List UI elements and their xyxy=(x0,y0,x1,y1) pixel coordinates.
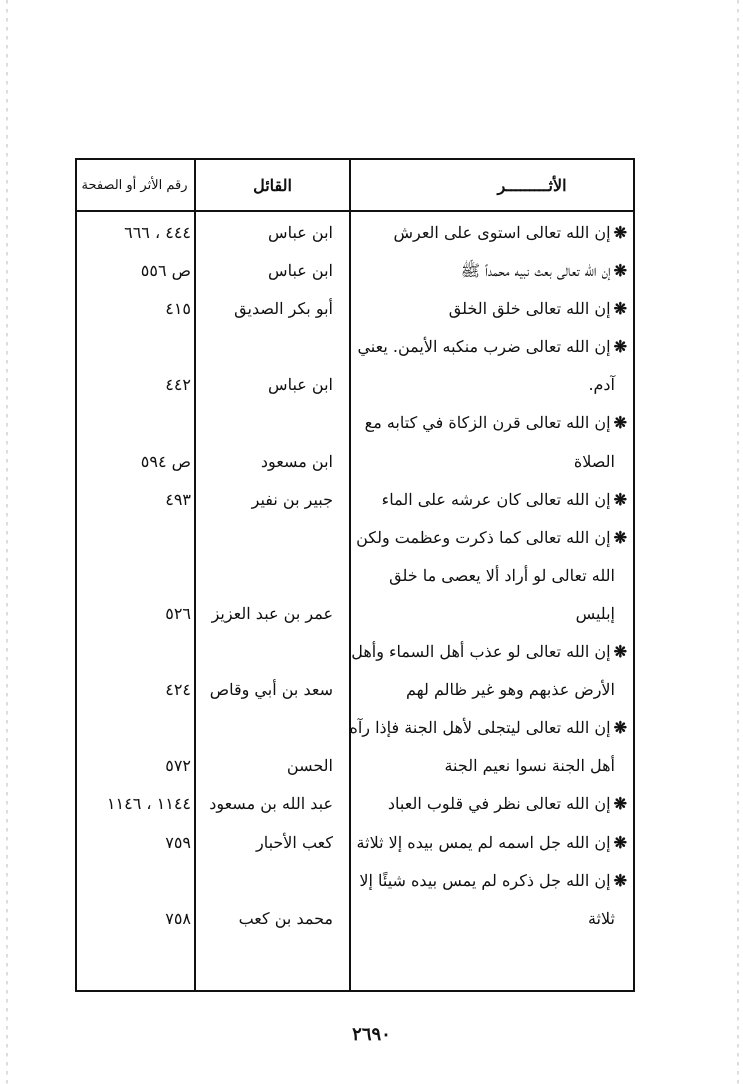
star-icon: ❋ xyxy=(613,261,627,281)
athar-text: إن الله تعالى قرن الزكاة في كتابه مع xyxy=(364,413,611,433)
ref-cell: ٥٧٢ xyxy=(165,756,191,776)
athar-cell xyxy=(351,633,627,671)
athar-text: الله تعالى لو أراد ألا يعصى ما خلق xyxy=(389,565,615,585)
athar-cell xyxy=(343,557,615,595)
table-row xyxy=(77,481,633,519)
athar-text: إن الله تعالى ليتجلى لأهل الجنة فإذا رآه xyxy=(349,718,611,738)
star-icon: ❋ xyxy=(613,527,627,547)
athar-text: إن الله تعالى نظر في قلوب العباد xyxy=(387,794,611,814)
star-icon: ❋ xyxy=(613,642,627,662)
qail-cell: عبد الله بن مسعود xyxy=(209,794,333,814)
table-body xyxy=(77,214,633,938)
qail-cell: ابن مسعود xyxy=(260,451,333,471)
qail-cell: الحسن xyxy=(286,756,333,776)
qail-cell: سعد بن أبي وقاص xyxy=(209,680,333,700)
header-athar: الأثـــــــــر xyxy=(497,175,567,195)
star-icon: ❋ xyxy=(613,299,627,319)
athar-text: إبليس xyxy=(575,603,615,623)
ref-cell: ٧٥٨ xyxy=(165,908,191,928)
scan-edge-right xyxy=(737,0,739,1084)
athar-cell xyxy=(355,785,627,823)
athar-cell xyxy=(343,747,615,785)
athar-text: إن الله تعالى بعث نبيه محمداً ﷺ xyxy=(460,261,611,281)
athar-cell xyxy=(355,252,627,290)
table-header xyxy=(77,160,633,212)
ref-cell: ٤٢٤ xyxy=(165,680,191,700)
ref-cell: ١١٤٤ ، ١١٤٦ xyxy=(106,794,191,814)
athar-cell xyxy=(355,862,627,900)
athar-cell xyxy=(355,328,627,366)
star-icon: ❋ xyxy=(613,413,627,433)
table-row xyxy=(77,862,633,900)
athar-text: أهل الجنة نسوا نعيم الجنة xyxy=(444,756,615,776)
scan-edge-left xyxy=(6,0,8,1084)
table-row xyxy=(77,824,633,862)
athar-text: إن الله تعالى كان عرشه على الماء xyxy=(381,489,611,509)
star-icon: ❋ xyxy=(613,718,627,738)
ref-cell: ص ٥٩٤ xyxy=(140,451,191,471)
qail-cell: أبو بكر الصديق xyxy=(234,299,333,319)
athar-text: ثلاثة xyxy=(587,908,615,928)
table-row xyxy=(77,557,633,595)
athar-cell xyxy=(355,481,627,519)
athar-text: إن الله تعالى كما ذكرت وعظمت ولكن xyxy=(356,527,611,547)
index-table xyxy=(75,158,635,992)
table-row xyxy=(77,595,633,633)
qail-cell: جبير بن نفير xyxy=(251,489,333,509)
table-row xyxy=(77,404,633,442)
star-icon: ❋ xyxy=(613,223,627,242)
ref-cell: ٧٥٩ xyxy=(165,832,191,852)
ref-cell: ٤٩٣ xyxy=(165,489,191,509)
athar-cell xyxy=(355,214,627,252)
qail-cell: ابن عباس xyxy=(268,375,333,395)
table-row xyxy=(77,328,633,366)
athar-text: إن الله تعالى خلق الخلق xyxy=(448,299,611,319)
qail-cell: كعب الأحبار xyxy=(255,832,333,852)
qail-cell: ابن عباس xyxy=(268,223,333,242)
star-icon: ❋ xyxy=(613,870,627,890)
athar-cell xyxy=(343,900,615,938)
table-row xyxy=(77,709,633,747)
star-icon: ❋ xyxy=(613,794,627,814)
table-row xyxy=(77,519,633,557)
athar-cell xyxy=(343,443,615,481)
athar-cell xyxy=(355,824,627,862)
table-row xyxy=(77,214,633,252)
ref-cell: ص ٥٥٦ xyxy=(140,261,191,281)
table-row xyxy=(77,900,633,938)
ref-cell: ٤٤٢ xyxy=(165,375,191,395)
table-row xyxy=(77,252,633,290)
header-qail: القائل xyxy=(253,175,292,195)
ref-cell: ٤٤٤ ، ٦٦٦ xyxy=(124,223,191,242)
athar-text: إن الله جل ذكره لم يمس بيده شيئًا إلا xyxy=(359,870,611,890)
athar-cell xyxy=(343,671,615,709)
star-icon: ❋ xyxy=(613,337,627,357)
athar-text: إن الله تعالى ضرب منكبه الأيمن. يعني xyxy=(357,337,611,357)
athar-text: إن الله جل اسمه لم يمس بيده إلا ثلاثة xyxy=(356,832,611,852)
ref-cell: ٥٢٦ xyxy=(165,603,191,623)
athar-cell xyxy=(355,519,627,557)
page-number: ٢٦٩٠ xyxy=(352,1024,391,1045)
athar-text: الأرض عذبهم وهو غير ظالم لهم xyxy=(406,680,615,700)
athar-text: الصلاة xyxy=(573,451,615,471)
qail-cell: عمر بن عبد العزيز xyxy=(211,603,333,623)
qail-cell: محمد بن كعب xyxy=(238,908,333,928)
athar-cell xyxy=(355,404,627,442)
table-row xyxy=(77,747,633,785)
table-row xyxy=(77,443,633,481)
table-row xyxy=(77,366,633,404)
athar-cell xyxy=(355,290,627,328)
table-row xyxy=(77,633,633,671)
table-row xyxy=(77,671,633,709)
athar-text: إن الله تعالى استوى على العرش xyxy=(393,223,611,242)
table-row xyxy=(77,290,633,328)
athar-cell xyxy=(343,366,615,404)
athar-text: إن الله تعالى لو عذب أهل السماء وأهل xyxy=(351,642,611,662)
athar-cell xyxy=(349,709,627,747)
star-icon: ❋ xyxy=(613,489,627,509)
athar-cell xyxy=(343,595,615,633)
star-icon: ❋ xyxy=(613,832,627,852)
header-ref: رقم الأثر أو الصفحة xyxy=(81,177,188,193)
athar-text: آدم. xyxy=(588,375,615,395)
ref-cell: ٤١٥ xyxy=(165,299,191,319)
table-row xyxy=(77,785,633,823)
qail-cell: ابن عباس xyxy=(268,261,333,281)
